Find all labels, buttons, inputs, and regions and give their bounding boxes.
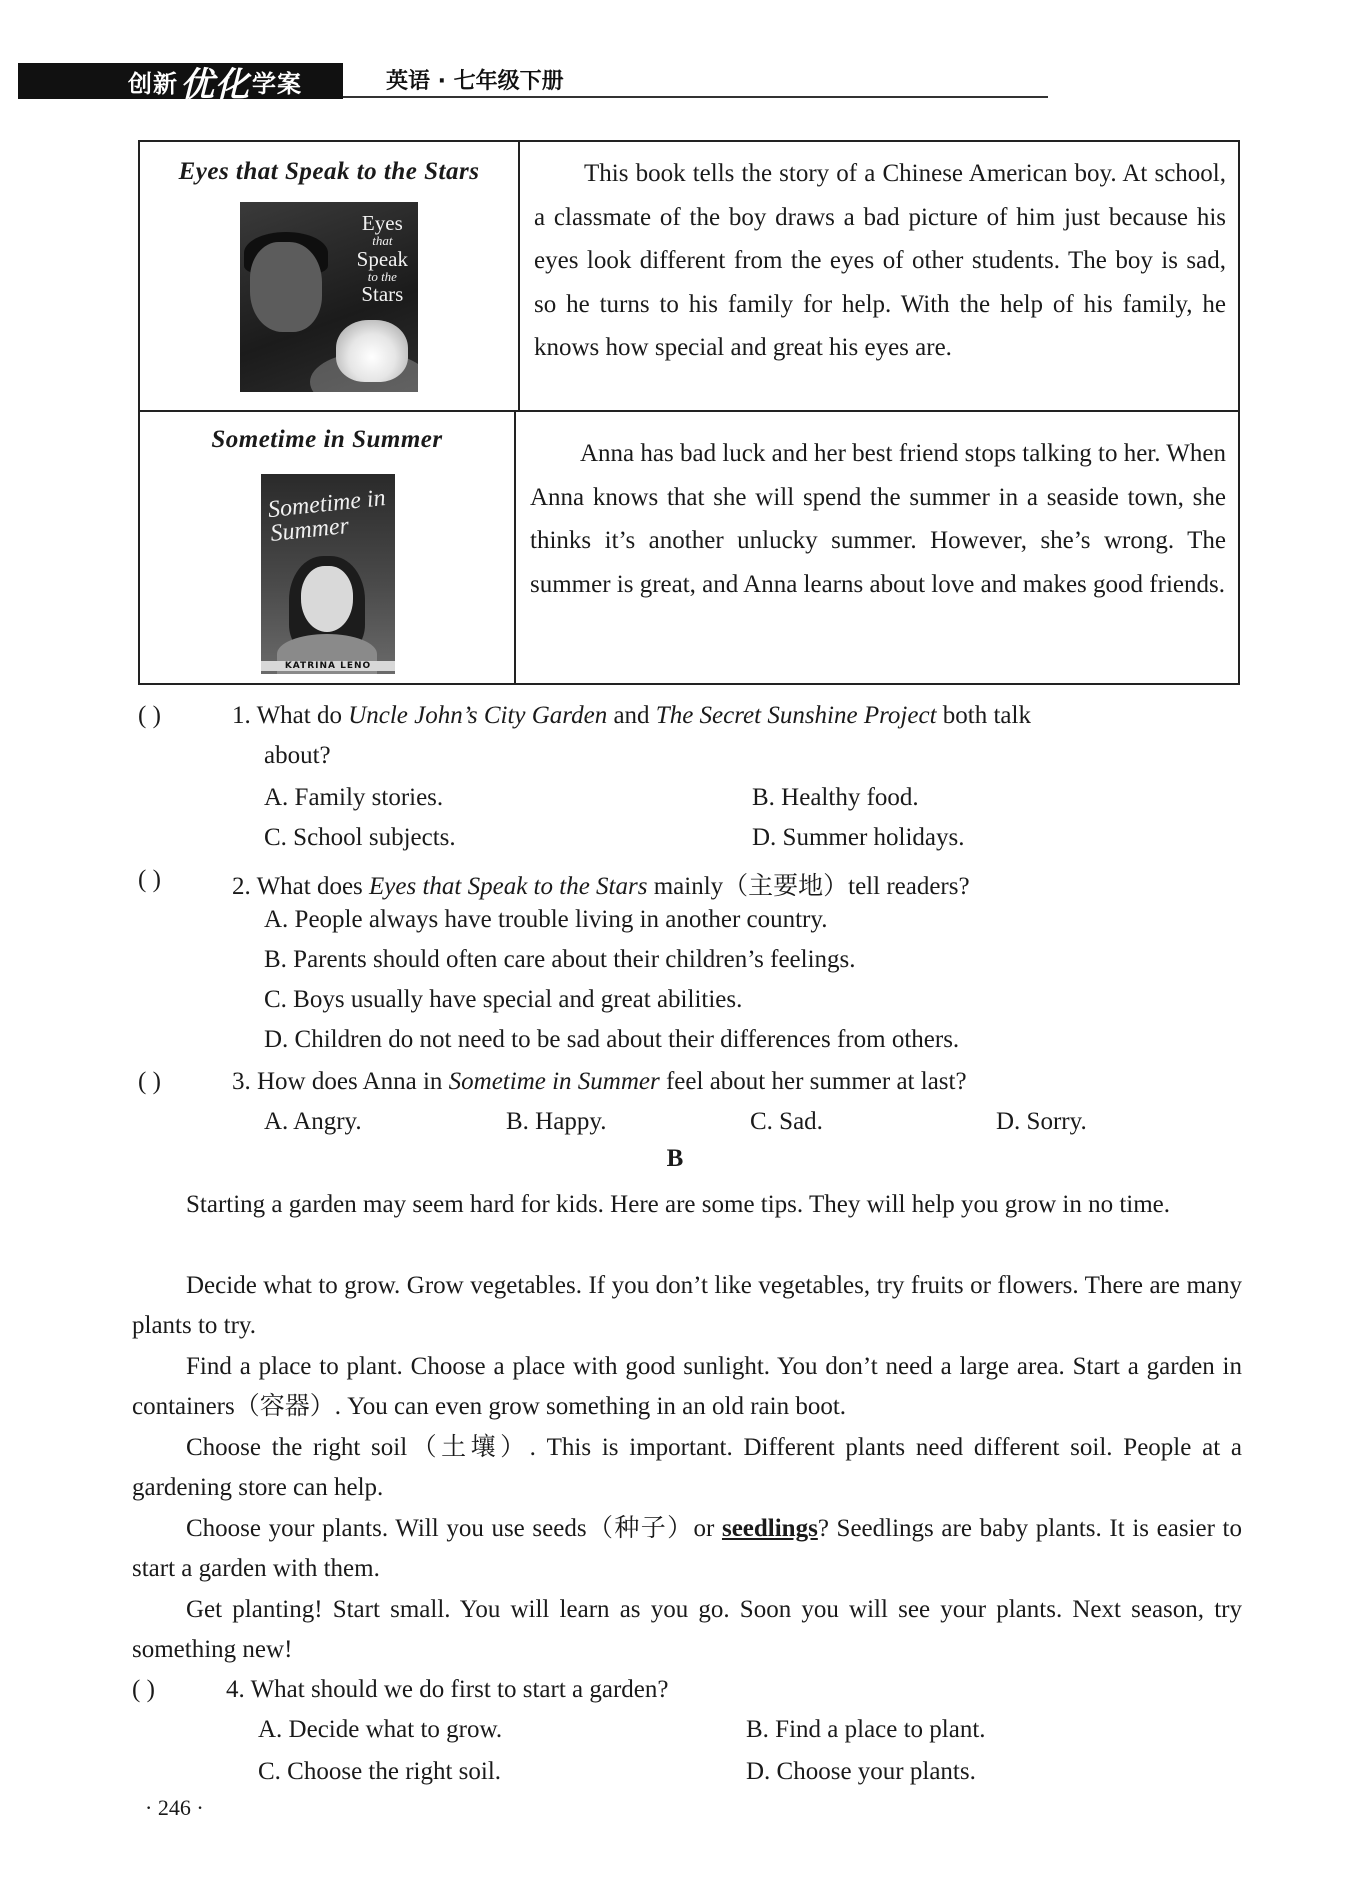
option: A. Family stories. <box>264 784 444 811</box>
option: A. People always have trouble living in another country. <box>264 906 828 933</box>
book-description-cell <box>516 410 1238 683</box>
book-cover-cell <box>140 410 516 683</box>
book-description: Anna has bad luck and her best friend stops talking to her. When Anna knows that she will spend the summer in a seaside town, she thinks it’s another unlucky summer. However, she’s wrong. The summer is great, and Anna learns about love and makes good friends. <box>530 440 1226 598</box>
page-number: · 246 · <box>145 1795 204 1820</box>
brand-text-you: 优化 <box>180 64 250 105</box>
option: D. Children do not need to be sad about their differences from others. <box>264 1026 960 1053</box>
option: C. Boys usually have special and great abilities. <box>264 986 743 1013</box>
option: B. Healthy food. <box>752 784 919 811</box>
subject-title: 英语 · 七年级下册 <box>386 69 564 94</box>
option: B. Parents should often care about their children’s feelings. <box>264 946 856 973</box>
option: C. Sad. <box>750 1108 823 1135</box>
question-3: 3. How does Anna in Sometime in Summer feel about her summer at last? <box>232 1068 967 1095</box>
book-description: This book tells the story of a Chinese American boy. At school, a classmate of the boy draws a bad picture of him just because his eyes look different from the eyes of other students. The boy is sad, so he turns to his family for help. With the help of his family, he knows how special and great his eyes are. <box>534 160 1226 361</box>
passage-paragraph: Choose your plants. Will you use seeds（种子）or seedlings? Seedlings are baby plants. It is easier to start a garden with them. <box>132 1515 1242 1582</box>
book-cover-image <box>261 474 395 674</box>
answer-blank[interactable]: ( ) <box>132 1676 155 1703</box>
passage-paragraph: Decide what to grow. Grow vegetables. If you don’t like vegetables, try fruits or flowers. There are many plants to try. <box>132 1272 1242 1339</box>
option: C. Choose the right soil. <box>258 1758 502 1785</box>
question-2: 2. What does Eyes that Speak to the Stars mainly（主要地）tell readers? <box>232 873 970 900</box>
answer-blank[interactable]: ( ) <box>138 866 161 893</box>
passage-paragraph: Starting a garden may seem hard for kids. Here are some tips. They will help you grow in no time. <box>186 1191 1171 1218</box>
book-description-cell <box>520 142 1238 410</box>
cover-title: Sometime in Summer <box>266 484 387 548</box>
option: D. Choose your plants. <box>746 1758 976 1785</box>
answer-blank[interactable]: ( ) <box>138 702 161 729</box>
passage-paragraph: Get planting! Start small. You will learn as you go. Soon you will see your plants. Next season, try something new! <box>132 1596 1242 1663</box>
book-row <box>140 410 1238 683</box>
lantern-illustration <box>336 320 408 382</box>
passage-paragraph: Choose the right soil（土壤）. This is important. Different plants need different soil. People at a gardening store can help. <box>132 1434 1242 1501</box>
option: A. Angry. <box>264 1108 362 1135</box>
book-row <box>140 142 1238 412</box>
option: B. Happy. <box>506 1108 607 1135</box>
book-title: Eyes that Speak to the Stars <box>178 158 480 185</box>
page-header <box>18 58 1048 105</box>
passage-paragraph: Find a place to plant. Choose a place with good sunlight. You don’t need a large area. Start a garden in containers（容器）. You can even grow something in an old rain boot. <box>132 1353 1242 1420</box>
brand-logo <box>18 63 343 105</box>
book-title: Sometime in Summer <box>211 426 443 453</box>
brand-text-pre: 创新 <box>128 69 178 98</box>
option: D. Summer holidays. <box>752 824 965 851</box>
option: B. Find a place to plant. <box>746 1716 986 1743</box>
question-4: 4. What should we do first to start a garden? <box>226 1676 669 1703</box>
answer-blank[interactable]: ( ) <box>138 1068 161 1095</box>
question-1: 1. What do Uncle John’s City Garden and The Secret Sunshine Project both talk <box>232 702 1031 729</box>
question-1-cont: about? <box>264 742 331 769</box>
section-heading: B <box>666 1145 684 1172</box>
option: A. Decide what to grow. <box>258 1716 503 1743</box>
option: C. School subjects. <box>264 824 456 851</box>
option: D. Sorry. <box>996 1108 1087 1135</box>
cover-title: Eyes that Speak to the Stars <box>356 211 408 307</box>
header-rule <box>343 96 1048 98</box>
brand-text-post: 学案 <box>252 69 302 98</box>
cover-author: KATRINA LENO <box>261 661 395 671</box>
underlined-word: seedlings <box>721 1515 818 1542</box>
book-cover-image <box>240 202 418 392</box>
book-cover-cell <box>140 142 520 410</box>
book-table <box>138 140 1240 685</box>
